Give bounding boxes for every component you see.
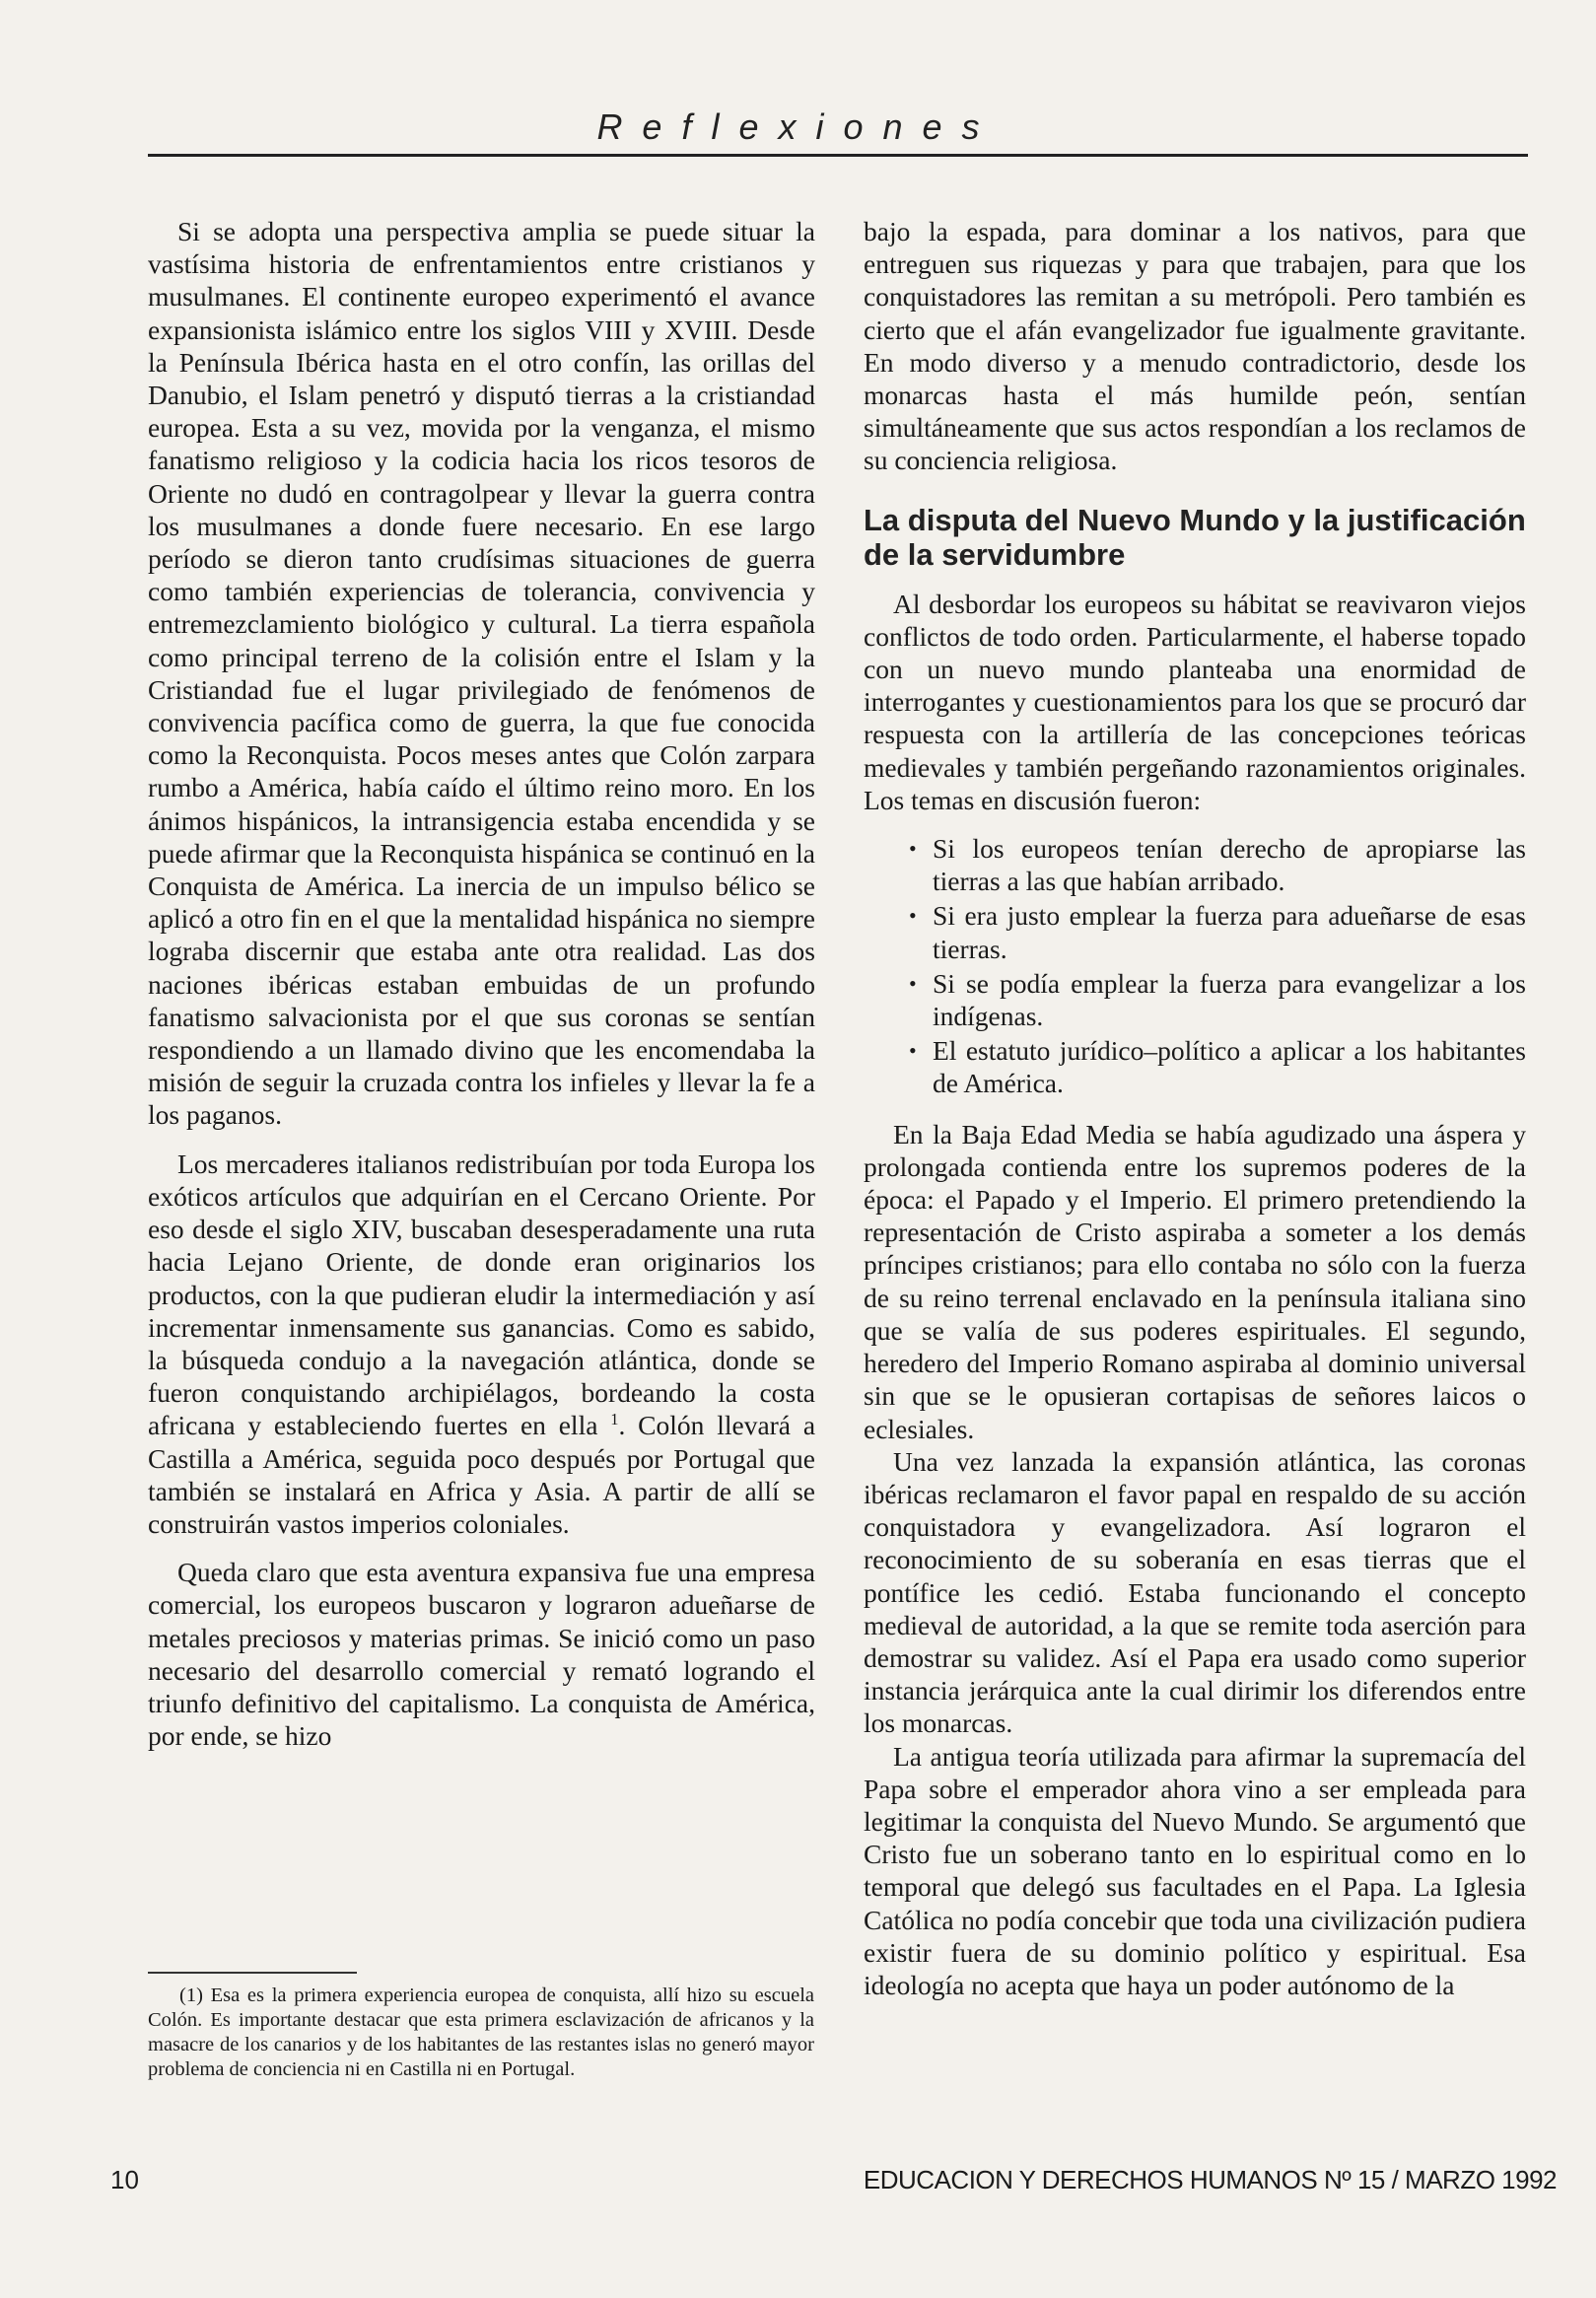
bullet-icon: • (909, 903, 917, 929)
paragraph (148, 1148, 815, 1540)
header-title: Reflexiones (596, 106, 1000, 147)
list-item (864, 967, 1526, 1032)
bullet-list (864, 832, 1526, 1100)
footnote-reference-tail: . (618, 1410, 626, 1441)
list-item-text: El estatuto jurídico–político a aplicar a los habitantes de América. (933, 1035, 1526, 1099)
paragraph: Al desbordar los europeos su hábitat se reavivaron viejos conflictos de todo orden. Particularmente, el haberse topado con un nuevo mundo planteaba una enormidad de interrogantes y cuestionamientos para los que se procuró dar respuesta con la artillería de las concepciones teóricas medievales y también pergeñando razonamientos originales. Los temas en discusión fueron: (864, 588, 1526, 815)
list-item (864, 832, 1526, 897)
header-rule (148, 154, 1528, 157)
paragraph: Si se adopta una perspectiva amplia se puede situar la vastísima historia de enfrentamientos entre cristianos y musulmanes. El continente europeo experimentó el avance expansionista islámico entre los siglos VIII y XVIII. Desde la Península Ibérica hasta en el otro confín, las orillas del Danubio, el Islam penetró y disputó tierras a la cristiandad europea. Esta a su vez, movida por la venganza, el mismo fanatismo religioso y la codicia hacia los ricos tesoros de Oriente no dudó en contragolpear y llevar la guerra contra los musulmanes a donde fuere necesario. En ese largo período se dieron tanto crudísimas situaciones de guerra como también experiencias de tolerancia, convivencia y entremezclamiento biológico y cultural. La tierra española como principal terreno de la colisión entre el Islam y la Cristiandad fue el lugar privilegiado de fenómenos de convivencia pacífica como de guerra, la que fue conocida como la Reconquista. Pocos meses antes que Colón zarpara rumbo a América, había caído el último reino moro. En los ánimos hispánicos, la intransigencia estaba encendida y se puede afirmar que la Reconquista hispánica se continuó en la Conquista de América. La inercia de un impulso bélico se aplicó a otro fin en el que la mentalidad hispánica no siempre lograba discernir que estaba ante otra realidad. Las dos naciones ibéricas estaban embuidas de un profundo fanatismo salvacionista por el que sus coronas se sentían respondiendo a un llamado divino que les encomendaba la misión de seguir la cruzada contra los infieles y llevar la fe a los paganos. (148, 216, 815, 1131)
paragraph-text: Colón llevará a Castilla a América, seguida poco después por Portugal que también se instalará en Africa y Asia. A partir de allí se construirán vastos imperios coloniales. (148, 1410, 816, 1539)
paragraph-text: Los mercaderes italianos redistribuían por toda Europa los exóticos artículos que adquirían en el Cercano Oriente. Por eso desde el siglo XIV, buscaban desesperadamente una ruta hacia Lejano Oriente, de donde eran originarios los productos, con la que pudieran eludir la intermediación y así incrementar inmensamente sus ganancias. Como es sabido, la búsqueda condujo a la navegación atlántica, donde se fueron conquistando archipiélagos, bordeando la costa africana y estableciendo fuertes en ella (148, 1148, 815, 1441)
paragraph: bajo la espada, para dominar a los nativos, para que entreguen sus riquezas y para que trabajen, para que los conquistadores las remitan a su metrópoli. Pero también es cierto que el afán evangelizador fue igualmente gravitante. En modo diverso y a menudo contradictorio, desde los monarcas hasta el más humilde peón, sentían simultáneamente que sus actos respondían a los reclamos de su conciencia religiosa. (864, 216, 1526, 476)
list-item-text: Si era justo emplear la fuerza para adueñarse de esas tierras. (933, 900, 1526, 964)
footnote-rule (148, 1972, 357, 1974)
list-item (864, 1034, 1526, 1099)
list-item-text: Si se podía emplear la fuerza para evangelizar a los indígenas. (933, 967, 1526, 1032)
footnote-reference[interactable]: 1 (610, 1410, 619, 1429)
bullet-icon: • (909, 836, 917, 862)
list-item-text: Si los europeos tenían derecho de apropiarse las tierras a las que habían arribado. (933, 833, 1526, 897)
page-number: 10 (110, 2165, 139, 2194)
paragraph: Una vez lanzada la expansión atlántica, las coronas ibéricas reclamaron el favor papal en respaldo de su acción conquistadora y evangelizadora. Así lograron el reconocimiento de su soberanía en esas tierras que el pontífice les cedió. Estaba funcionando el concepto medieval de autoridad, a la que se remite toda aserción para demostrar su validez. Así el Papa era usado como superior instancia jerárquica ante la cual dirimir los diferendos entre los monarcas. (864, 1445, 1526, 1739)
bullet-icon: • (909, 1038, 917, 1064)
paragraph: Queda claro que esta aventura expansiva fue una empresa comercial, los europeos buscaron y lograron adueñarse de metales preciosos y materias primas. Se inició como un paso necesario del desarrollo comercial y remató logrando el triunfo definitivo del capitalismo. La conquista de América, por ende, se hizo (148, 1557, 815, 1752)
left-column (148, 215, 815, 1768)
paragraph: En la Baja Edad Media se había agudizado una áspera y prolongada contienda entre los supremos poderes de la época: el Papado y el Imperio. El primero pretendiendo la representación de Cristo aspiraba a someter a los demás príncipes cristianos; para ello contaba no sólo con la fuerza de su reino terrenal enclavado en la península italiana sino que se valía de sus poderes espirituales. El segundo, heredero del Imperio Romano aspiraba al dominio universal sin que se le opusieran cortapisas de señores laicos o eclesiales. (864, 1118, 1526, 1444)
right-column (864, 215, 1526, 2001)
footnote (148, 1984, 814, 2082)
publication-footer: EDUCACION Y DERECHOS HUMANOS Nº 15 / MARZO 1992 (863, 2165, 1557, 2194)
footnote-text: (1) Esa es la primera experiencia europea de conquista, allí hizo su escuela Colón. Es importante destacar que esta primera esclavización de africanos y la masacre de los canarios y de los habitantes de las restantes islas no generó mayor problema de conciencia ni en Castilla ni en Portugal. (148, 1985, 814, 2080)
section-heading: La disputa del Nuevo Mundo y la justificación de la servidumbre (864, 502, 1526, 572)
bullet-icon: • (909, 970, 917, 996)
paragraph: La antigua teoría utilizada para afirmar la supremacía del Papa sobre el emperador ahora vino a ser empleada para legitimar la conquista del Nuevo Mundo. Se argumentó que Cristo fue un soberano tanto en lo espiritual como en lo temporal que delegó sus facultades en el Papa. La Iglesia Católica no podía concebir que toda una civilización pudiera existir fuera de su dominio político y espiritual. Esa ideología no acepta que haya un poder autónomo de la (864, 1740, 1526, 2000)
list-item (864, 899, 1526, 964)
